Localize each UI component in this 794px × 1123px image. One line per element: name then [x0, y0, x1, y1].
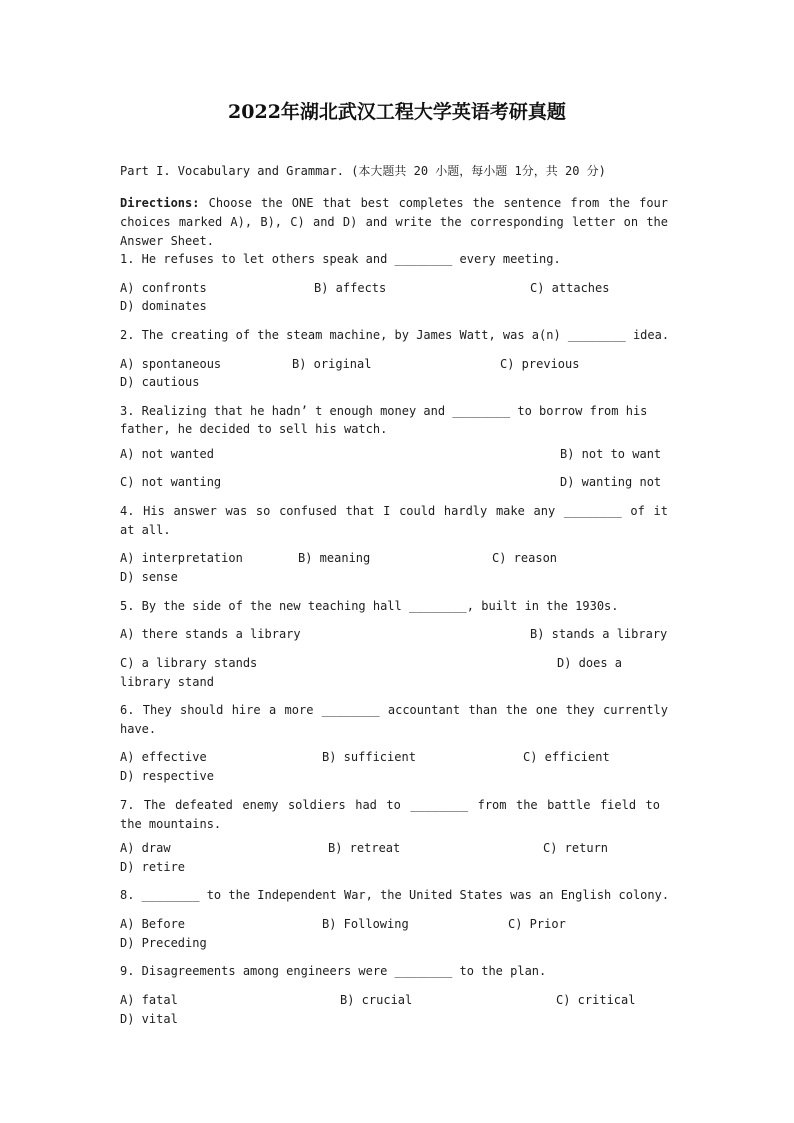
page-title: 2022年湖北武汉工程大学英语考研真题 — [228, 101, 566, 123]
question-8-stem: 8. ________ to the Independent War, the United States was an English colony. — [120, 888, 670, 902]
q2-option-b: B) original — [292, 357, 372, 371]
question-6-stem: 6. They should hire a more ________ accountant than the one they currently have. — [120, 703, 668, 736]
part-heading: Part I. Vocabulary and Grammar. (本大题共 20 小题，每小题 1分，共 20 分) — [120, 164, 606, 178]
q9-option-b: B) crucial — [340, 993, 413, 1007]
q5-option-c: C) a library stands — [120, 656, 258, 670]
q1-option-b: B) affects — [314, 281, 387, 295]
question-1-stem: 1. He refuses to let others speak and ________ every meeting. — [120, 252, 561, 266]
q5-option-d: D) does a — [557, 656, 623, 670]
question-2-stem: 2. The creating of the steam machine, by James Watt, was a(n) ________ idea. — [120, 328, 670, 342]
q8-option-c: C) Prior — [508, 917, 566, 931]
q4-option-b: B) meaning — [298, 551, 371, 565]
q2-option-a: A) spontaneous — [120, 357, 222, 371]
q1-option-a: A) confronts — [120, 281, 207, 295]
q1-option-c: C) attaches — [530, 281, 610, 295]
directions-text: Choose the ONE that best completes the sentence from the four choices marked A), B), C) and D) and write the corresponding letter on the Answer Sheet. — [120, 196, 669, 248]
q3-option-c: C) not wanting — [120, 475, 222, 489]
question-7-stem: 7. The defeated enemy soldiers had to ________ from the battle field to the mountains. — [120, 798, 660, 831]
q6-option-a: A) effective — [120, 750, 207, 764]
q9-option-d: D) vital — [120, 1012, 178, 1026]
q6-option-b: B) sufficient — [322, 750, 416, 764]
q3-option-d: D) wanting not — [560, 475, 662, 489]
q9-option-a: A) fatal — [120, 993, 178, 1007]
directions — [120, 194, 668, 251]
q4-option-c: C) reason — [492, 551, 558, 565]
q7-option-a: A) draw — [120, 841, 171, 855]
q7-option-c: C) return — [543, 841, 609, 855]
q5-option-a: A) there stands a library — [120, 627, 301, 641]
q5-option-b: B) stands a library — [530, 627, 668, 641]
q4-option-d: D) sense — [120, 570, 178, 584]
q8-option-b: B) Following — [322, 917, 409, 931]
q8-option-a: A) Before — [120, 917, 186, 931]
question-3-stem-line1: 3. Realizing that he hadn’ t enough money and ________ to borrow from his — [120, 404, 648, 418]
q3-option-a: A) not wanted — [120, 447, 214, 461]
question-4-stem: 4. His answer was so confused that I could hardly make any ________ of it at all. — [120, 504, 668, 537]
q6-option-c: C) efficient — [523, 750, 610, 764]
directions-label: Directions: — [120, 196, 200, 210]
q3-option-b: B) not to want — [560, 447, 662, 461]
q5-option-d-continued: library stand — [120, 675, 214, 689]
q1-option-d: D) dominates — [120, 299, 207, 313]
q2-option-c: C) previous — [500, 357, 580, 371]
q7-option-d: D) retire — [120, 860, 186, 874]
q7-option-b: B) retreat — [328, 841, 401, 855]
q9-option-c: C) critical — [556, 993, 636, 1007]
q4-option-a: A) interpretation — [120, 551, 243, 565]
q2-option-d: D) cautious — [120, 375, 200, 389]
question-5-stem: 5. By the side of the new teaching hall ________, built in the 1930s. — [120, 599, 619, 613]
q8-option-d: D) Preceding — [120, 936, 207, 950]
question-9-stem: 9. Disagreements among engineers were ________ to the plan. — [120, 964, 547, 978]
q6-option-d: D) respective — [120, 769, 214, 783]
question-3-stem-line2: father, he decided to sell his watch. — [120, 422, 388, 436]
